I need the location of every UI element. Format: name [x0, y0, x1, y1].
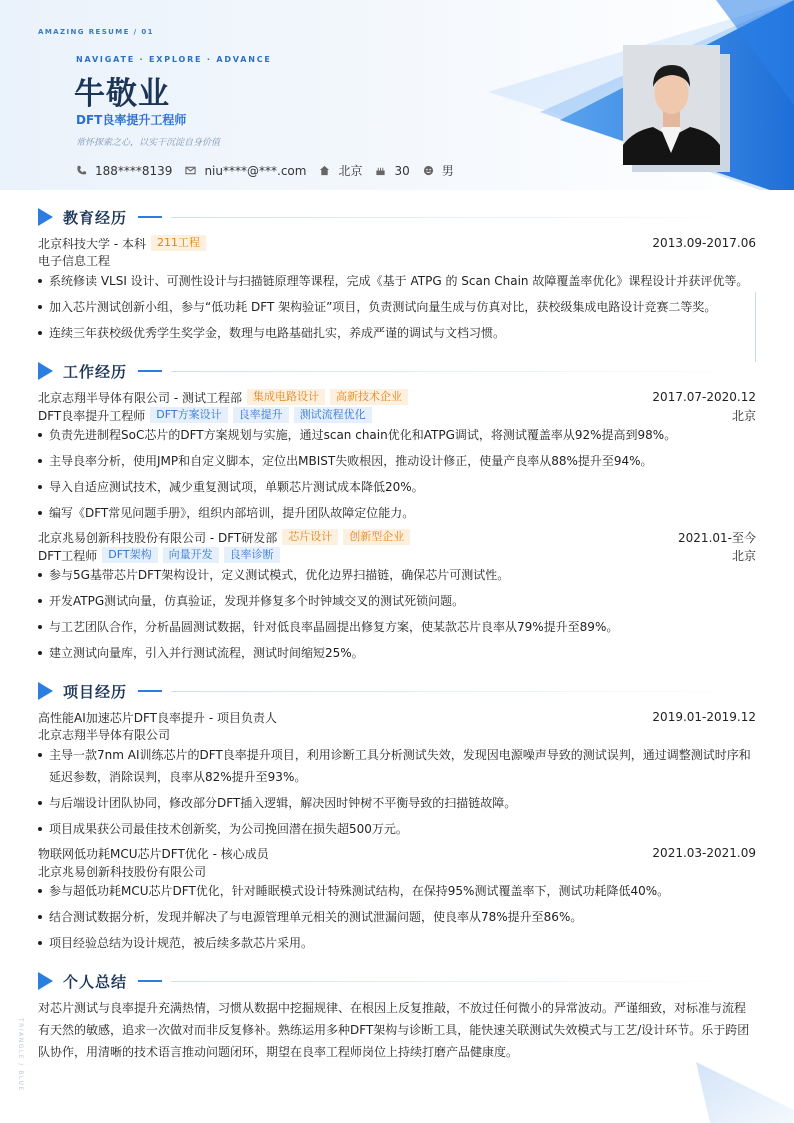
title-dash [138, 690, 162, 692]
brand-label: AMAZING RESUME / 01 [38, 28, 154, 36]
title-dash [138, 980, 162, 982]
skill-tag: 测试流程优化 [294, 407, 372, 423]
list-item: 负责先进制程SoC芯片的DFT方案规划与实施，通过scan chain优化和ATPG调试，将测试覆盖率从92%提高到98%。 [38, 424, 758, 446]
project-row [38, 845, 756, 861]
company-tag: 高新技术企业 [330, 389, 408, 405]
project-company-row [38, 863, 756, 879]
candidate-name: 牛敬业 [74, 76, 170, 112]
city: 北京 [338, 164, 363, 178]
section-summary-header [38, 971, 756, 991]
education-period: 2013.09-2017.06 [652, 236, 756, 250]
project-name: 物联网低功耗MCU芯片DFT优化 - 核心成员 [38, 846, 269, 861]
title-rule [171, 981, 756, 982]
company-tag: 集成电路设计 [247, 389, 325, 405]
list-item: 与后端设计团队协同，修改部分DFT插入逻辑，解决因时钟树不平衡导致的扫描链故障。 [38, 792, 758, 814]
triangle-icon [38, 682, 53, 700]
list-item: 编写《DFT常见问题手册》，组织内部培训，提升团队故障定位能力。 [38, 502, 758, 524]
work-bullets [38, 564, 758, 668]
phone-number: 188****8139 [95, 163, 173, 178]
section-title: 个人总结 [63, 972, 128, 991]
skill-tag: DFT架构 [102, 547, 157, 563]
list-item: 参与超低功耗MCU芯片DFT优化，针对睡眠模式设计特殊测试结构，在保持95%测试覆盖率下，测试功耗降低40%。 [38, 880, 758, 902]
company-name: 北京兆易创新科技股份有限公司 - DFT研发部 [38, 530, 278, 545]
list-item: 项目成果获公司最佳技术创新奖，为公司挽回潜在损失超500万元。 [38, 818, 758, 840]
resume-header [0, 0, 794, 190]
work-location: 北京 [731, 408, 756, 423]
company-tag: 芯片设计 [282, 529, 338, 545]
skill-tag: 向量开发 [163, 547, 219, 563]
section-title: 工作经历 [63, 362, 128, 381]
title-dash [138, 216, 162, 218]
section-project-header [38, 681, 756, 701]
project-bullets [38, 744, 758, 844]
major-row [38, 252, 756, 268]
contact-info [76, 162, 467, 179]
role: DFT良率提升工程师 [38, 408, 146, 423]
contact-gender [423, 162, 454, 179]
work-role-row [38, 547, 756, 563]
list-item: 建立测试向量库，引入并行测试流程，测试时间缩短25%。 [38, 642, 758, 664]
age: 30 [394, 163, 410, 178]
phone-icon [76, 165, 87, 176]
list-item: 开发ATPG测试向量，仿真验证，发现并修复多个时钟域交叉的测试死锁问题。 [38, 590, 758, 612]
home-icon [319, 165, 330, 176]
list-item: 系统修读 VLSI 设计、可测性设计与扫描链原理等课程，完成《基于 ATPG 的 Scan Chain 故障覆盖率优化》课程设计并获评优等。 [38, 270, 758, 292]
mail-icon [185, 165, 196, 176]
smile-icon [423, 165, 434, 176]
work-role-row [38, 407, 756, 423]
project-period: 2021.03-2021.09 [652, 846, 756, 860]
work-bullets [38, 424, 758, 528]
email-address: niu****@***.com [204, 163, 307, 178]
footer-triangle-decoration [690, 1060, 794, 1123]
job-title: DFT良率提升工程师 [76, 113, 187, 127]
section-title: 教育经历 [63, 208, 128, 227]
title-rule [171, 691, 756, 692]
work-period: 2021.01-至今 [678, 530, 756, 545]
section-education-header [38, 207, 756, 227]
project-bullets [38, 880, 758, 958]
list-item: 项目经验总结为设计规范，被后续多款芯片采用。 [38, 932, 758, 954]
contact-age [375, 164, 409, 178]
title-rule [171, 371, 756, 372]
work-location: 北京 [731, 548, 756, 563]
role: DFT工程师 [38, 548, 98, 563]
company-tag: 创新型企业 [343, 529, 410, 545]
list-item: 连续三年获校级优秀学生奖学金，数理与电路基础扎实，养成严谨的调试与文档习惯。 [38, 322, 758, 344]
motto: 常怀探索之心，以实干沉淀自身价值 [76, 138, 221, 148]
project-row [38, 709, 756, 725]
triangle-icon [38, 972, 53, 990]
major: 电子信息工程 [38, 253, 111, 268]
list-item: 主导良率分析，使用JMP和自定义脚本，定位出MBIST失败根因，推动设计修正，使量产良率从88%提升至94%。 [38, 450, 758, 472]
company-name: 北京志翔半导体有限公司 - 测试工程部 [38, 390, 242, 405]
education-bullets [38, 270, 758, 348]
list-item: 参与5G基带芯片DFT架构设计，定义测试模式，优化边界扫描链，确保芯片可测试性。 [38, 564, 758, 586]
list-item: 主导一款7nm AI训练芯片的DFT良率提升项目，利用诊断工具分析测试失效，发现因电源噪声导致的测试误判，通过调整测试时序和延迟参数，消除误判，良率从82%提升至93%。 [38, 744, 758, 788]
triangle-icon [38, 362, 53, 380]
section-title: 项目经历 [63, 682, 128, 701]
school-tag: 211工程 [151, 235, 206, 251]
summary-text: 对芯片测试与良率提升充满热情，习惯从数据中挖掘规律、在根因上反复推敲，不放过任何微小的异常波动。严谨细致，对标准与流程有天然的敏感，追求一次做对而非反复修补。熟练运用多种DFT架构与诊断工具，能快速关联测试失效模式与工艺/设计环节。乐于跨团队协作，用清晰的技术语言推动问题闭环，期望在良率工程师岗位上持续打磨产品健康度。 [38, 1001, 750, 1059]
list-item: 结合测试数据分析，发现并解决了与电源管理单元相关的测试泄漏问题，使良率从78%提升至86%。 [38, 906, 758, 928]
side-label: TRIANGLE / BLUE [17, 1018, 24, 1092]
contact-phone [76, 164, 172, 178]
list-item: 导入自适应测试技术，减少重复测试项，单颗芯片测试成本降低20%。 [38, 476, 758, 498]
school-name: 北京科技大学 - 本科 [38, 236, 146, 251]
skill-tag: 良率提升 [233, 407, 289, 423]
title-rule [171, 217, 756, 218]
skill-tag: 良率诊断 [224, 547, 280, 563]
tagline: NAVIGATE · EXPLORE · ADVANCE [76, 55, 272, 64]
cake-icon [375, 165, 386, 176]
work-company-row [38, 529, 756, 545]
section-work-header [38, 361, 756, 381]
side-divider [755, 292, 756, 362]
contact-email [185, 164, 306, 178]
education-row [38, 235, 756, 251]
work-company-row [38, 389, 756, 405]
contact-city [319, 162, 362, 179]
list-item: 与工艺团队合作，分析晶圆测试数据，针对低良率晶圆提出修复方案，使某款芯片良率从79%提升至89%。 [38, 616, 758, 638]
project-period: 2019.01-2019.12 [652, 710, 756, 724]
list-item: 加入芯片测试创新小组，参与“低功耗 DFT 架构验证”项目，负责测试向量生成与仿真对比，获校级集成电路设计竞赛二等奖。 [38, 296, 758, 318]
triangle-icon [38, 208, 53, 226]
project-name: 高性能AI加速芯片DFT良率提升 - 项目负责人 [38, 710, 277, 725]
title-dash [138, 370, 162, 372]
project-company: 北京兆易创新科技股份有限公司 [38, 864, 207, 879]
skill-tag: DFT方案设计 [150, 407, 227, 423]
project-company: 北京志翔半导体有限公司 [38, 727, 171, 742]
work-period: 2017.07-2020.12 [652, 390, 756, 404]
gender: 男 [441, 164, 454, 178]
profile-photo [623, 45, 720, 165]
project-company-row [38, 726, 756, 742]
